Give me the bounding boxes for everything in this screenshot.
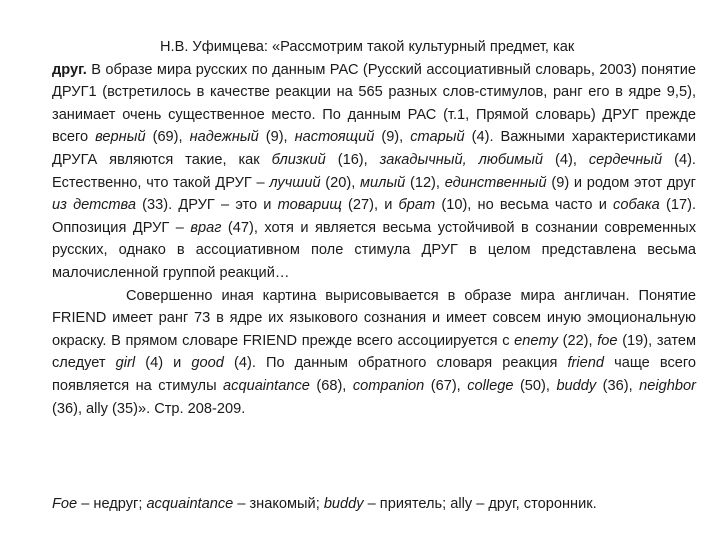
opening-word: друг. xyxy=(52,61,87,78)
text-run: (47), хотя и является весьма устойчивой в сознании современных русских, однако в ассоциативном поле стимула ДРУГ в целом представлена весьма малочисленной группой реакций… xyxy=(52,219,696,281)
quote-author-line xyxy=(52,36,696,59)
italic-term: friend xyxy=(567,355,604,372)
italic-term: сердечный xyxy=(588,151,663,168)
text-run: (27), и xyxy=(341,197,399,214)
quote-block xyxy=(52,36,696,420)
text-run: (4). По данным обратного словаря реакция xyxy=(223,355,568,372)
text-run: (19), затем следует xyxy=(52,332,696,372)
text-run: (4), xyxy=(543,151,589,168)
text-run: (9), xyxy=(374,129,411,146)
text-run: (68), xyxy=(309,377,353,394)
italic-term: girl xyxy=(115,355,136,372)
paragraph-russian xyxy=(52,59,696,285)
italic-term: милый xyxy=(360,174,406,191)
text-run: чаще всего появляется на стимулы xyxy=(52,355,696,394)
text-run: (17). Оппозиция ДРУГ – xyxy=(52,197,696,236)
text-run: (36), ally (35)». Стр. 208-209. xyxy=(52,400,246,417)
italic-term: надежный xyxy=(189,129,259,146)
italic-term: закадычный, любимый xyxy=(379,151,544,168)
italic-term: лучший xyxy=(269,174,321,191)
text-run: (22), xyxy=(557,332,598,349)
italic-term: единственный xyxy=(444,174,547,191)
italic-term: neighbor xyxy=(639,377,696,394)
text-run: (69), xyxy=(145,129,190,146)
italic-term: enemy xyxy=(514,332,558,349)
text-run: (9), xyxy=(258,129,295,146)
italic-term: buddy xyxy=(556,377,597,394)
italic-term: college xyxy=(467,377,514,394)
text-run: В образе мира русских по данным РАС (Русский ассоциативный словарь, 2003) понятие ДРУГ1 (встретилось в качестве реакции на 565 разных слов-стимулов, ранг его в ядре 9,5), занимает очень существенное место. По данным РАС (т.1, Прямой словарь) ДРУГ прежде всего xyxy=(52,61,696,146)
italic-term: верный xyxy=(95,129,146,146)
text-run: Совершенно иная картина вырисовывается в образе мира англичан. Понятие FRIEND имеет ранг 73 в ядре их языкового сознания и имеет совсем иную эмоциональную окраску. В прямом словаре FRIEND прежде всего ассоциируется с xyxy=(52,287,696,349)
italic-term: старый xyxy=(410,129,465,146)
text-run: – приятель; ally – друг, сторонник. xyxy=(363,496,597,512)
italic-term: foe xyxy=(597,332,618,349)
italic-term: настоящий xyxy=(294,129,375,146)
glossary-line xyxy=(52,493,696,515)
text-run: – недруг; xyxy=(77,496,147,512)
italic-term: companion xyxy=(352,377,425,394)
italic-term: брат xyxy=(398,197,436,214)
text-run: (10), но весьма часто и xyxy=(435,197,614,214)
text-run: – знакомый; xyxy=(233,496,324,512)
italic-term: acquaintance xyxy=(223,377,310,394)
paragraph-russian-body xyxy=(52,62,696,281)
text-run: (33). ДРУГ – это и xyxy=(135,197,278,214)
italic-term: близкий xyxy=(271,151,326,168)
italic-term: Foe xyxy=(52,496,78,512)
italic-term: товарищ xyxy=(277,197,342,214)
text-run: (67), xyxy=(424,377,468,394)
italic-term: из детства xyxy=(52,197,136,214)
text-run: (50), xyxy=(513,377,557,394)
text-run: (36), xyxy=(596,377,640,394)
text-run: (20), xyxy=(320,174,361,191)
italic-term: good xyxy=(191,355,224,372)
text-run: (4) и xyxy=(135,355,192,372)
text-run: (12), xyxy=(405,174,445,191)
text-run: (4). Естественно, что такой ДРУГ – xyxy=(52,151,696,191)
italic-term: buddy xyxy=(323,496,364,512)
quote-author: Н.В. Уфимцева: «Рассмотрим такой культурный предмет, как xyxy=(160,39,575,55)
italic-term: собака xyxy=(613,197,660,214)
text-run: (16), xyxy=(325,151,380,168)
italic-term: враг xyxy=(190,219,222,236)
paragraph-english xyxy=(52,285,696,421)
italic-term: acquaintance xyxy=(146,496,234,512)
text-run: (9) и родом этот друг xyxy=(546,174,696,191)
text-run: (4). Важными характеристиками ДРУГА являются такие, как xyxy=(52,129,696,168)
